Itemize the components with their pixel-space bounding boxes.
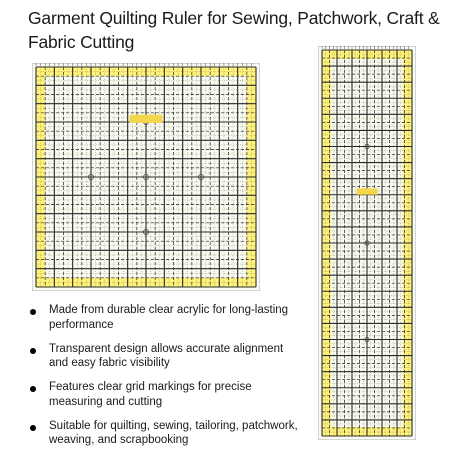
feature-text: Transparent design allows accurate alignment and easy fabric visibility — [49, 342, 284, 369]
bullet-icon — [30, 386, 36, 392]
feature-item — [30, 419, 300, 448]
long-ruler-image — [318, 46, 416, 440]
feature-item — [30, 342, 300, 371]
feature-text: Made from durable clear acrylic for long-lasting performance — [49, 304, 289, 331]
feature-item — [30, 380, 300, 409]
square-ruler-image — [32, 63, 260, 291]
feature-text: Suitable for quilting, sewing, tailoring, patchwork, weaving, and scrapbooking — [49, 419, 298, 446]
long-ruler-grid — [318, 46, 416, 440]
feature-list — [30, 303, 300, 457]
bullet-icon — [30, 348, 36, 354]
page-title: Garment Quilting Ruler for Sewing, Patchwork, Craft & Fabric Cutting — [28, 8, 440, 52]
feature-item — [30, 303, 300, 332]
ruler-brand-label — [130, 115, 163, 123]
ruler-brand-label — [357, 188, 378, 194]
square-ruler-grid — [32, 63, 260, 291]
bullet-icon — [30, 425, 36, 431]
bullet-icon — [30, 309, 36, 315]
feature-text: Features clear grid markings for precise measuring and cutting — [49, 381, 252, 408]
